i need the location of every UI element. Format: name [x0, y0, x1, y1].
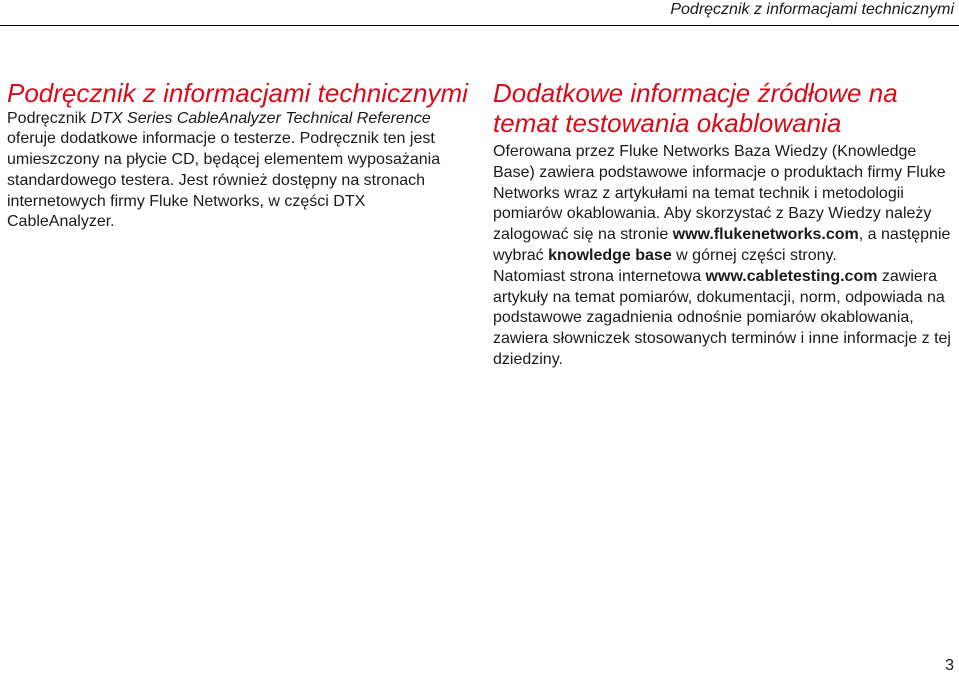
- cabletesting-paragraph: [493, 267, 953, 371]
- reference-paragraph: [7, 109, 469, 234]
- section-heading-reference: Podręcznik z informacjami technicznymi: [7, 78, 468, 108]
- header-rule: [0, 25, 959, 26]
- left-column: [7, 79, 469, 233]
- section-heading-resources: Dodatkowe informacje źródłowe na temat testowania okablowania: [493, 78, 898, 138]
- reference-document-title: DTX Series CableAnalyzer Technical Reference: [90, 109, 431, 127]
- ct-text-end: zawiera artykuły na temat pomiarów, dokumentacji, norm, odpowiada na podstawowe zagadnienia odnośnie pomiarów okablowania, zawiera słowniczek stosowanych terminów i inne informacje z tej dziedziny.: [493, 267, 951, 368]
- knowledge-base-label: knowledge base: [548, 246, 672, 264]
- flukenetworks-url[interactable]: www.flukenetworks.com: [672, 226, 859, 244]
- page-number: 3: [945, 657, 954, 674]
- reference-text-rest: oferuje dodatkowe informacje o testerze. Podręcznik ten jest umieszczony na płycie CD, będącej elementem wyposażania standardowego testera. Jest również dostępny na stronach internetowych firmy Fluke Networks, w części DTX CableAnalyzer.: [7, 130, 441, 231]
- knowledge-base-paragraph: [493, 142, 953, 267]
- running-header: Podręcznik z informacjami technicznymi: [670, 1, 954, 18]
- reference-text-start: Podręcznik: [7, 109, 91, 127]
- right-column: [493, 79, 953, 371]
- cabletesting-url[interactable]: www.cabletesting.com: [705, 267, 878, 285]
- kb-text-start: Oferowana przez Fluke Networks Baza Wiedzy (Knowledge Base) zawiera podstawowe informacje o produktach firmy Fluke Networks wraz z artykułami na temat technik i metodologii pomiarów okablowania. Aby skorzystać z Bazy Wiedzy należy zalogować się na stronie: [493, 143, 946, 244]
- kb-text-mid: , a następnie wybrać: [493, 226, 951, 264]
- ct-text-start: Natomiast strona internetowa: [493, 267, 706, 285]
- kb-text-end: w górnej części strony.: [671, 246, 837, 264]
